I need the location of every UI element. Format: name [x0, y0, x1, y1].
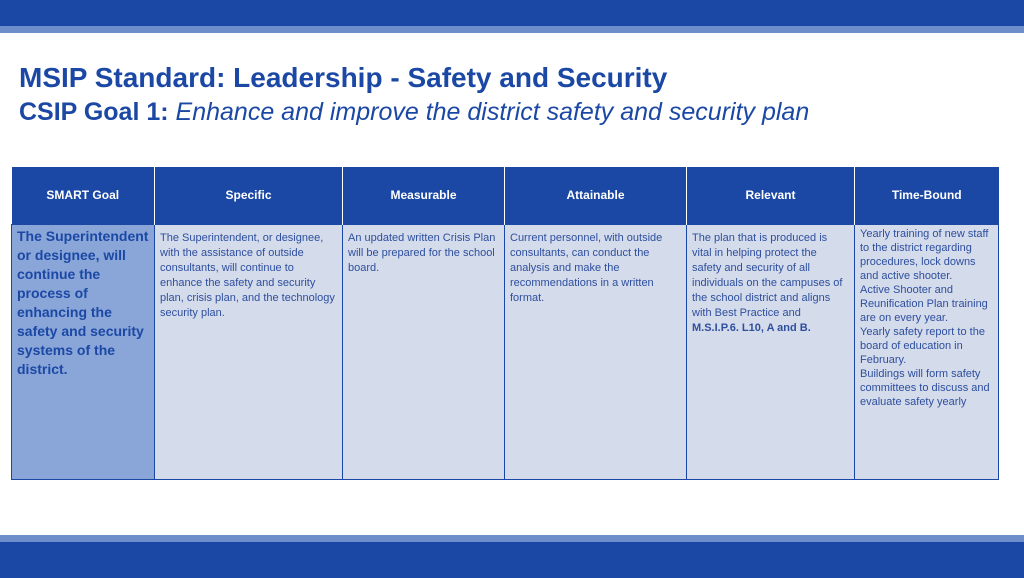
- table-row: [12, 224, 999, 479]
- header-time-bound: Time-Bound: [855, 167, 999, 224]
- top-band: [0, 0, 1024, 26]
- cell-time-bound: [855, 224, 999, 479]
- header-relevant: Relevant: [687, 167, 855, 224]
- time-bound-item: Yearly safety report to the board of education in February.: [860, 325, 985, 366]
- cell-specific: The Superintendent, or designee, with the assistance of outside consultants, will continue to enhance the safety and security plan, crisis plan, and the technology security plan.: [155, 224, 343, 479]
- cell-attainable: Current personnel, with outside consultants, can conduct the analysis and make the recommendations in a written format.: [505, 224, 687, 479]
- page-subtitle: [19, 98, 809, 127]
- goal-text: Enhance and improve the district safety and security plan: [175, 98, 810, 126]
- relevant-text: The plan that is produced is vital in helping protect the safety and security of all individuals on the campuses of the school district and aligns with Best Practice and: [692, 231, 843, 319]
- header-specific: Specific: [155, 167, 343, 224]
- relevant-standard-ref: M.S.I.P.6. L10, A and B.: [692, 321, 811, 334]
- smart-goal-table: [11, 167, 999, 480]
- cell-measurable: An updated written Crisis Plan will be prepared for the school board.: [343, 224, 505, 479]
- top-accent-band: [0, 26, 1024, 33]
- cell-smart-goal: The Superintendent or designee, will continue the process of enhancing the safety and security systems of the district.: [12, 224, 155, 479]
- header-smart-goal: SMART Goal: [12, 167, 155, 224]
- table-header-row: [12, 167, 999, 224]
- time-bound-item: Yearly training of new staff to the district regarding procedures, lock downs and active shooter.: [860, 227, 989, 282]
- bottom-band: [0, 542, 1024, 578]
- time-bound-item: Active Shooter and Reunification Plan training are on every year.: [860, 283, 988, 324]
- header-attainable: Attainable: [505, 167, 687, 224]
- page-title: MSIP Standard: Leadership - Safety and Security: [19, 62, 668, 93]
- goal-label: CSIP Goal 1:: [19, 98, 169, 126]
- header-measurable: Measurable: [343, 167, 505, 224]
- time-bound-item: Buildings will form safety committees to discuss and evaluate safety yearly: [860, 367, 990, 408]
- cell-relevant: [687, 224, 855, 479]
- bottom-accent-band: [0, 535, 1024, 542]
